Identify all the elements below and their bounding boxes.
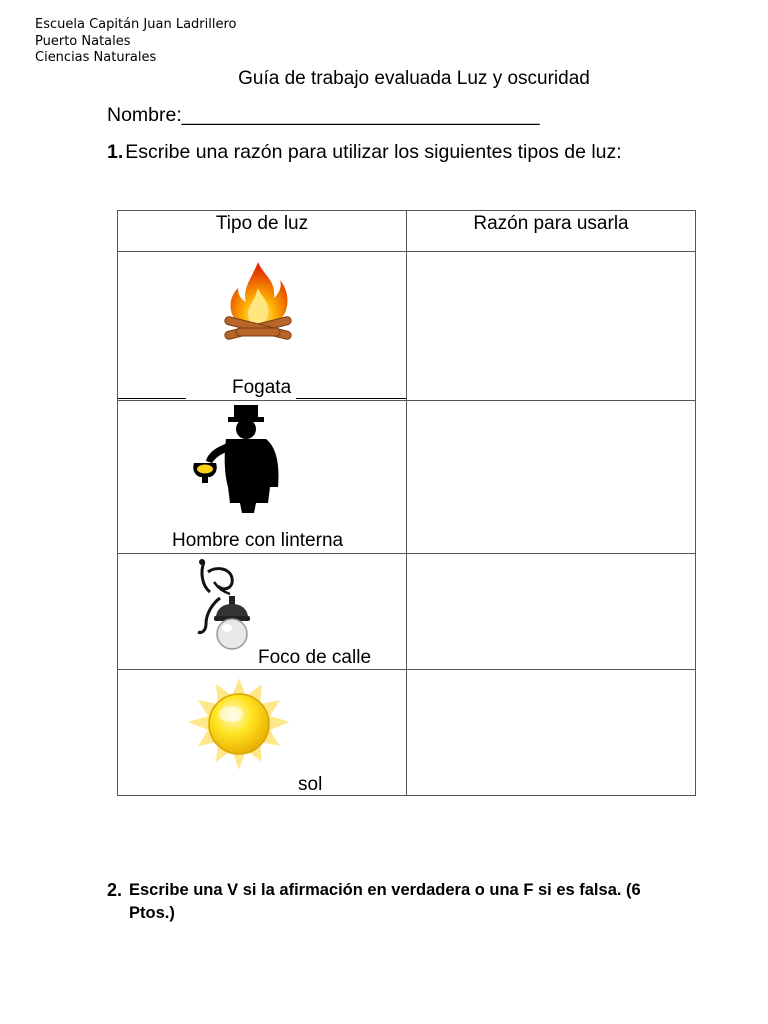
name-field-line[interactable]: Nombre:_________________________________ <box>107 104 540 126</box>
table-row <box>118 670 696 796</box>
street-lamp-icon <box>190 558 260 664</box>
row-label: Foco de calle <box>258 647 372 668</box>
light-type-cell <box>118 252 407 401</box>
row-label: Hombre con linterna <box>172 530 344 551</box>
row-label: Fogata <box>232 377 292 398</box>
reason-cell[interactable] <box>407 554 696 670</box>
fogata-underline-left <box>118 398 186 399</box>
school-header <box>35 17 237 67</box>
reason-cell[interactable] <box>407 670 696 796</box>
question-1 <box>107 141 622 164</box>
row-label: sol <box>298 774 323 795</box>
subject-name: Ciencias Naturales <box>35 50 157 65</box>
light-type-cell <box>118 670 407 796</box>
header-razon-para-usarla: Razón para usarla <box>407 211 696 252</box>
light-types-table <box>117 210 696 796</box>
campfire-icon <box>218 258 298 348</box>
header-tipo-de-luz: Tipo de luz <box>118 211 407 252</box>
city-name: Puerto Natales <box>35 33 131 49</box>
question-1-number: 1. <box>107 141 124 163</box>
sun-icon <box>182 676 296 772</box>
fogata-underline-right <box>296 398 406 399</box>
page-title: Guía de trabajo evaluada Luz y oscuridad <box>238 68 590 89</box>
table-row <box>118 401 696 554</box>
table-row <box>118 252 696 401</box>
question-2-number: 2. <box>107 880 123 900</box>
question-2-text: Escribe una V si la afirmación en verdadera o una F si es falsa. (6 Ptos.) <box>129 881 641 922</box>
reason-cell[interactable] <box>407 252 696 401</box>
light-type-cell <box>118 401 407 554</box>
table-row <box>118 554 696 670</box>
man-with-lantern-icon <box>186 403 298 515</box>
reason-cell[interactable] <box>407 401 696 554</box>
light-type-cell <box>118 554 407 670</box>
question-1-text: Escribe una razón para utilizar los siguientes tipos de luz: <box>125 141 622 163</box>
question-2 <box>107 879 687 925</box>
school-name: Escuela Capitán Juan Ladrillero <box>35 17 237 32</box>
